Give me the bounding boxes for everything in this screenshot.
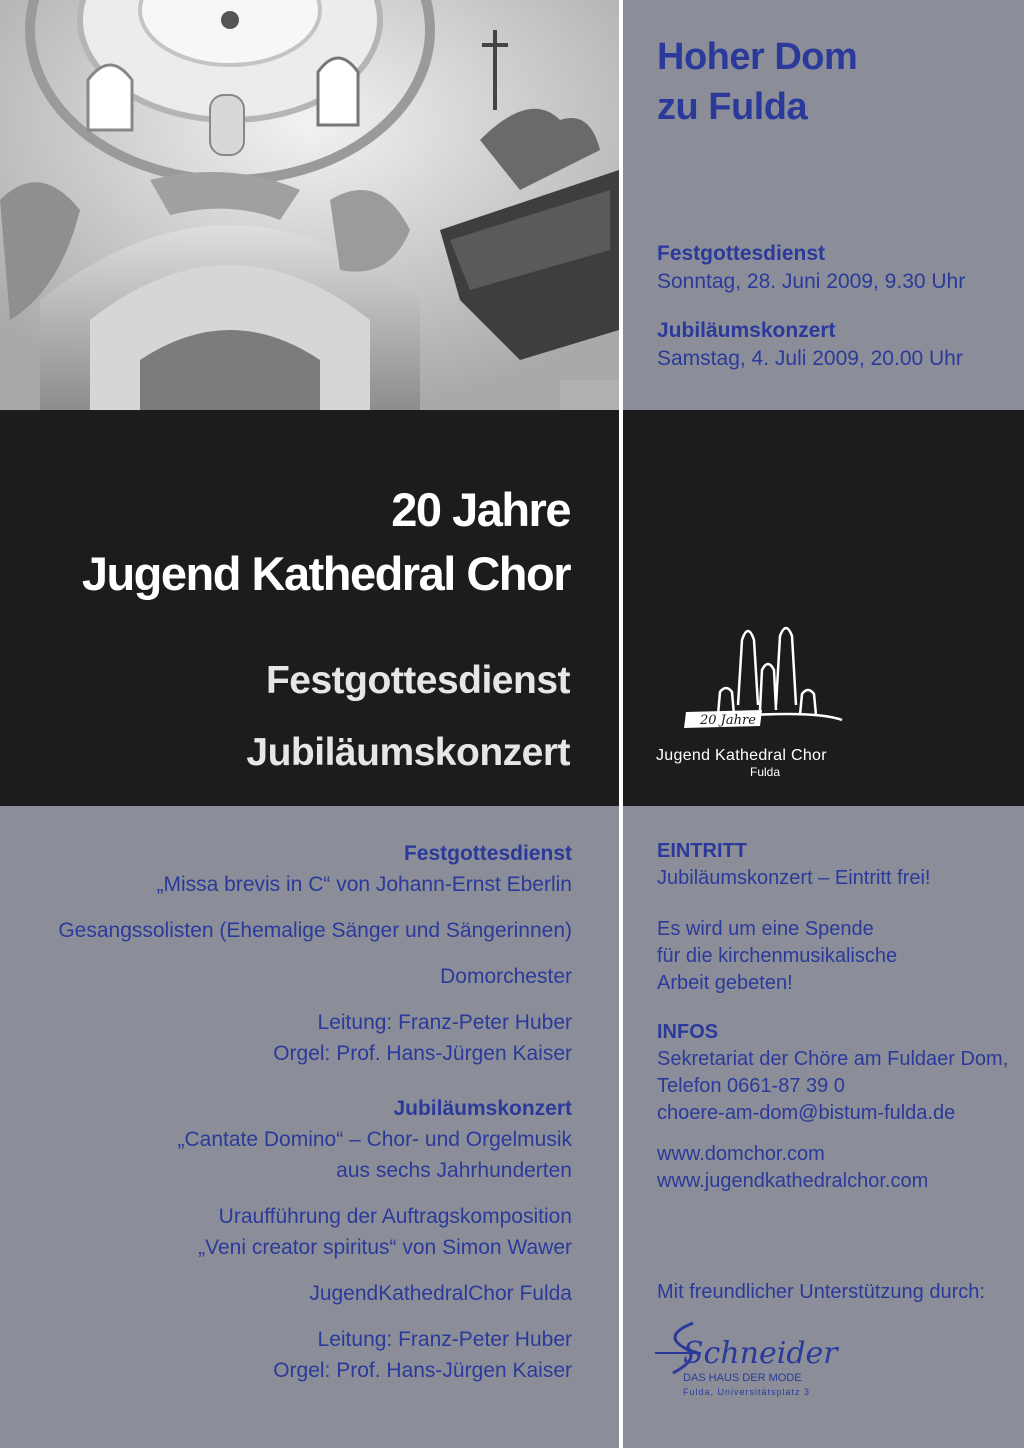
logo-city: Fulda — [750, 765, 781, 779]
logo-name: Jugend Kathedral Chor — [656, 747, 827, 764]
program-orgel: Orgel: Prof. Hans-Jürgen Kaiser — [273, 1042, 572, 1065]
program-heading-festgottesdienst: Festgottesdienst — [403, 842, 572, 865]
eintritt-heading: EINTRITT — [657, 840, 747, 862]
spende-line1: Es wird um eine Spende — [657, 918, 874, 940]
infos-line1: Sekretariat der Chöre am Fuldaer Dom, — [657, 1048, 1009, 1070]
infos-heading: INFOS — [657, 1021, 719, 1043]
venue-title — [657, 32, 857, 132]
program-work1: „Cantate Domino“ – Chor- und Orgelmusik — [177, 1128, 572, 1151]
program-premiere2: „Veni creator spiritus“ von Simon Wawer — [198, 1236, 572, 1259]
venue-line2: zu Fulda — [657, 86, 808, 128]
program-orgel: Orgel: Prof. Hans-Jürgen Kaiser — [273, 1359, 572, 1382]
cathedral-photo — [0, 0, 619, 410]
spende-line2: für die kirchenmusikalische — [657, 945, 898, 967]
headline-sub1: Festgottesdienst — [265, 659, 570, 702]
program-leitung: Leitung: Franz-Peter Huber — [317, 1011, 572, 1034]
program-leitung: Leitung: Franz-Peter Huber — [317, 1328, 572, 1351]
event-date: Sonntag, 28. Juni 2009, 9.30 Uhr — [657, 270, 966, 293]
program-list — [58, 838, 572, 1386]
info-list — [657, 838, 1008, 1195]
sponsor-logo — [653, 1315, 853, 1405]
program-choir: JugendKathedralChor Fulda — [309, 1282, 572, 1305]
spende-line3: Arbeit gebeten! — [657, 972, 793, 994]
event-jubilaeumskonzert — [657, 317, 963, 373]
infos-web1[interactable]: www.domchor.com — [657, 1143, 825, 1165]
headline-line1: 20 Jahre — [391, 483, 570, 536]
program-orchestra: Domorchester — [440, 965, 572, 988]
choir-logo — [650, 620, 890, 790]
program-soloists: Gesangssolisten (Ehemalige Sänger und Sängerinnen) — [58, 919, 572, 942]
column-divider — [619, 0, 623, 1448]
infos-phone: Telefon 0661-87 39 0 — [657, 1075, 845, 1097]
headline-line2: Jugend Kathedral Chor — [81, 547, 570, 600]
eintritt-line: Jubiläumskonzert – Eintritt frei! — [657, 867, 931, 889]
event-name: Jubiläumskonzert — [657, 319, 836, 342]
headline-subtitle — [246, 645, 570, 789]
headline-title — [82, 478, 570, 606]
program-work2: aus sechs Jahrhunderten — [336, 1159, 572, 1182]
program-heading-konzert: Jubiläumskonzert — [393, 1097, 572, 1120]
venue-line1: Hoher Dom — [657, 36, 858, 78]
infos-web2[interactable]: www.jugendkathedralchor.com — [657, 1170, 929, 1192]
headline-sub2: Jubiläumskonzert — [246, 731, 570, 774]
sponsor-tagline: DAS HAUS DER MODE — [683, 1372, 802, 1384]
event-date: Samstag, 4. Juli 2009, 20.00 Uhr — [657, 347, 963, 370]
event-festgottesdienst — [657, 240, 965, 296]
program-premiere1: Uraufführung der Auftragskomposition — [218, 1205, 572, 1228]
logo-badge: 20 Jahre — [700, 713, 756, 728]
sponsor-label: Mit freundlicher Unterstützung durch: — [657, 1281, 985, 1303]
program-work: „Missa brevis in C“ von Johann-Ernst Eberlin — [156, 873, 572, 896]
sponsor-name: Schneider — [683, 1336, 838, 1371]
infos-email[interactable]: choere-am-dom@bistum-fulda.de — [657, 1102, 956, 1124]
event-name: Festgottesdienst — [657, 242, 826, 265]
sponsor-address: Fulda, Universitätsplatz 3 — [683, 1387, 811, 1397]
